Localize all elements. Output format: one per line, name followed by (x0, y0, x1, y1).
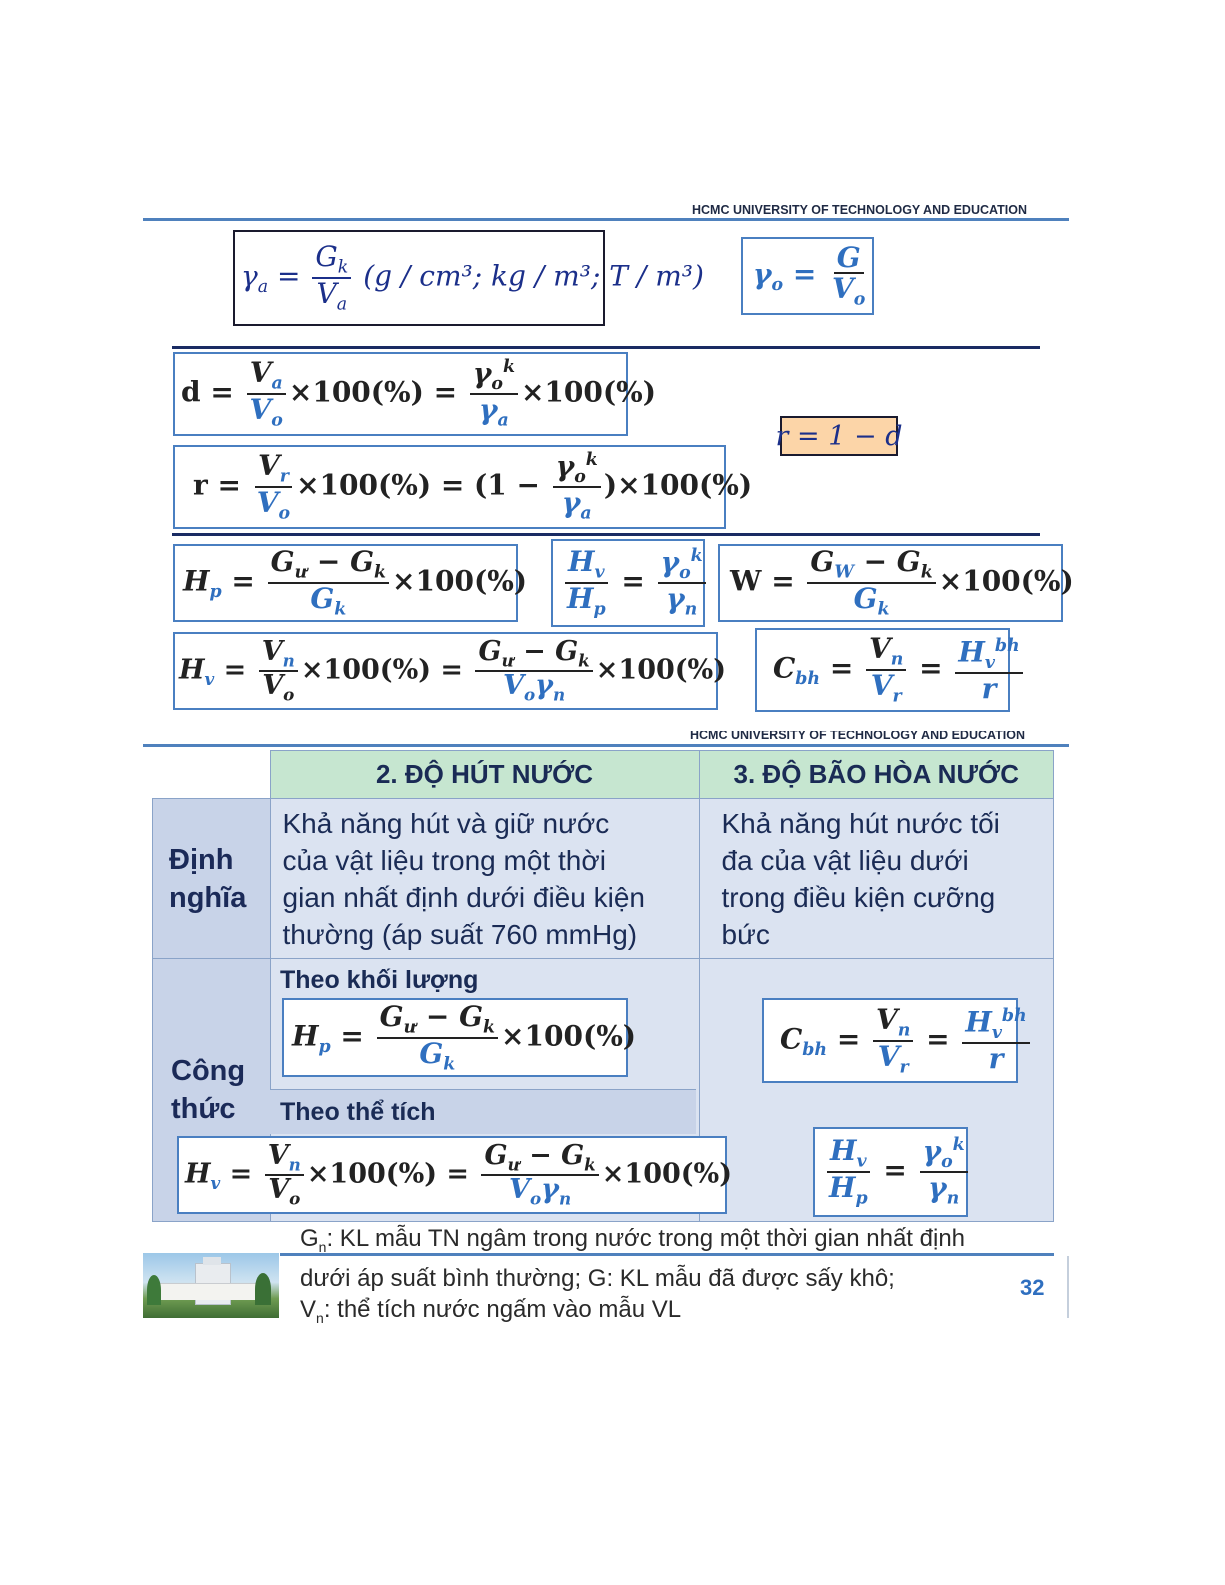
symbol: C (773, 651, 796, 685)
symbol: H (292, 1019, 319, 1052)
equals: = (231, 564, 255, 598)
subscript: o (574, 466, 586, 487)
denominator: r (988, 1042, 1004, 1076)
subscript: v (856, 1151, 867, 1172)
numerator: V (257, 449, 280, 483)
numerator: H (568, 545, 595, 579)
numerator: G (315, 240, 338, 274)
row-label-line: Định (169, 843, 234, 876)
numerator: G (810, 545, 835, 579)
numerator: γ (555, 449, 575, 483)
denominator: V (249, 392, 272, 426)
subscript: p (593, 599, 606, 620)
subscript: n (553, 684, 566, 705)
subscript: n (282, 650, 295, 671)
denominator: γ (928, 1171, 947, 1205)
superscript: k (952, 1135, 965, 1156)
equals: = (771, 564, 795, 598)
denominator: V (870, 669, 893, 702)
denominator: γ (666, 582, 685, 616)
denominator: V (509, 1174, 530, 1205)
footnote-line: dưới áp suất bình thường; G: KL mẫu đã được sấy khô; (300, 1264, 895, 1292)
numerator: G (478, 636, 502, 668)
subscript: v (984, 652, 995, 673)
subscript: p (209, 582, 222, 603)
expression: ×100(%) = (1 − (296, 468, 540, 502)
subscript: v (991, 1023, 1002, 1044)
equals: = (446, 1158, 470, 1190)
equals: = (229, 1158, 253, 1190)
subscript: k (584, 1154, 596, 1175)
subscript: v (204, 668, 215, 689)
definition-absorption (270, 799, 699, 959)
text-line: Khả năng hút nước tối (721, 808, 1000, 839)
page-number: 32 (1020, 1275, 1045, 1300)
percent: ×100(%) (520, 375, 656, 409)
subscript: a (580, 503, 592, 524)
units: (g / cm³; kg / m³; T / m³) (363, 259, 704, 293)
equals: = (829, 651, 854, 685)
equals: = (440, 654, 464, 686)
text-line: Khả năng hút và giữ nước (282, 808, 610, 839)
subscript: o (491, 373, 503, 394)
subscript: ư (294, 562, 308, 583)
empty-corner (153, 751, 271, 799)
label-by-mass: Theo khối lượng (280, 966, 479, 994)
minus-term: − G (513, 636, 579, 668)
denominator: V (268, 1174, 290, 1205)
formula-d (173, 352, 656, 436)
percent: ×100(%) (306, 1158, 438, 1190)
formula-hv-volume (177, 1136, 732, 1214)
subscript: r (892, 686, 902, 707)
subscript: ư (507, 1154, 520, 1175)
numerator: γ (472, 356, 492, 390)
text-line: trong điều kiện cưỡng (721, 882, 996, 913)
subscript: n (897, 1020, 911, 1041)
equals: = (926, 1022, 950, 1055)
numerator: V (267, 1140, 289, 1172)
equals: = (919, 651, 943, 685)
subscript: n (684, 599, 698, 620)
numerator: G (834, 243, 864, 274)
subscript: o (941, 1151, 953, 1172)
row-label-line: Công (171, 1055, 246, 1087)
denominator: γ (535, 670, 553, 701)
equals: = (277, 259, 301, 293)
percent: ×100(%) (601, 1158, 732, 1190)
percent: ×100(%) (501, 1019, 637, 1052)
denominator: V (503, 670, 524, 701)
text-line: đa của vật liệu dưới (721, 845, 969, 876)
subscript: v (594, 562, 605, 583)
row-header-definition (153, 799, 271, 959)
subscript: ư (501, 650, 514, 671)
subscript: k (877, 599, 890, 620)
subscript: k (374, 562, 387, 583)
symbol: H (179, 654, 205, 686)
equals: = (217, 468, 241, 502)
subscript: o (853, 289, 866, 310)
equals: = (433, 375, 458, 409)
denominator: V (256, 485, 279, 519)
formula-cbh (755, 628, 1020, 712)
percent: ×100(%) (392, 564, 528, 598)
numerator: G (484, 1140, 508, 1172)
superscript: bh (1001, 1006, 1027, 1027)
university-header: HCMC UNIVERSITY OF TECHNOLOGY AND EDUCATION (692, 203, 1027, 217)
denominator: V (877, 1039, 900, 1073)
footnote-line: $G_n$: KL mẫu TN ngâm trong nước trong một thời gian nhất định (300, 1225, 966, 1255)
subscript: k (483, 1017, 496, 1038)
subscript: k (443, 1054, 456, 1075)
subscript: o (271, 410, 283, 431)
subscript: a (336, 294, 348, 315)
subscript: k (920, 562, 933, 583)
col-header-water-saturation: 3. ĐỘ BÃO HÒA NƯỚC (699, 751, 1054, 799)
minus-term: − G (853, 545, 921, 579)
subscript: o (524, 684, 536, 705)
subscript: o (289, 1188, 301, 1209)
text-line: thường (áp suất 760 mmHg) (282, 919, 638, 950)
subscript: k (334, 599, 347, 620)
numerator: V (869, 632, 891, 666)
subscript: W (834, 562, 854, 583)
text-line: của vật liệu trong một thời (282, 845, 606, 876)
right-edge-line (1067, 1256, 1069, 1318)
minus-term: − G (307, 545, 374, 579)
subscript: o (771, 275, 784, 296)
formula-cbh-saturation (762, 998, 1027, 1083)
subscript: bh (802, 1039, 828, 1060)
equals: = (223, 654, 247, 686)
denominator: H (567, 581, 594, 615)
denominator: G (853, 582, 878, 615)
superscript: k (690, 546, 703, 567)
footnote-line: $V_n$: thể tích nước ngấm vào mẫu VL (300, 1295, 682, 1326)
subscript: bh (795, 669, 821, 690)
denominator: γ (479, 393, 498, 427)
formula-r-short (775, 416, 903, 456)
subscript: r (279, 466, 289, 487)
formula-hp (173, 544, 528, 622)
symbol: γ (241, 259, 258, 293)
formula-ratio-saturation (813, 1127, 968, 1217)
subscript: v (210, 1172, 221, 1193)
symbol: H (183, 564, 210, 598)
divider-line (172, 533, 1040, 536)
row-label-line: nghĩa (169, 881, 247, 914)
denominator: V (832, 272, 854, 306)
numerator: H (958, 635, 985, 669)
numerator: H (830, 1134, 857, 1168)
formula-ratio (551, 539, 705, 627)
denominator: H (829, 1170, 856, 1204)
header-rule (143, 218, 1069, 221)
numerator: V (876, 1002, 898, 1036)
subscript: n (559, 1188, 572, 1209)
subscript: k (337, 257, 349, 278)
equals: = (621, 564, 645, 598)
minus-term: − G (416, 999, 483, 1033)
row-label-line: thức (171, 1093, 236, 1125)
numerator: V (249, 356, 272, 390)
denominator: γ (561, 486, 581, 520)
equals: = (792, 257, 817, 291)
equals: = (210, 375, 234, 409)
definition-saturation (699, 799, 1054, 959)
text-line: gian nhất định dưới điều kiện (282, 882, 645, 913)
col-header-water-absorption: 2. ĐỘ HÚT NƯỚC (270, 751, 699, 799)
formula-hp-mass (282, 998, 637, 1077)
campus-building-image (143, 1253, 279, 1318)
minus-term: − G (519, 1140, 585, 1172)
subscript: a (271, 373, 283, 394)
superscript: k (585, 450, 598, 471)
label-by-volume: Theo thể tích (280, 1098, 436, 1126)
numerator: H (965, 1005, 992, 1039)
equals: = (340, 1019, 364, 1052)
superscript: bh (994, 635, 1020, 656)
percent: ×100(%) (938, 564, 1074, 598)
symbol: γ (753, 257, 772, 291)
subscript: k (578, 650, 590, 671)
subscript: a (257, 277, 269, 298)
formula-text: r = 1 − d (775, 420, 903, 452)
percent: ×100(%) (288, 375, 424, 409)
header-rule (143, 744, 1069, 747)
subscript: p (855, 1188, 868, 1209)
subscript: o (278, 503, 291, 524)
symbol: H (185, 1158, 211, 1190)
denominator: G (310, 582, 335, 615)
superscript: k (502, 357, 515, 378)
formula-hv (173, 632, 726, 710)
subscript: o (530, 1188, 542, 1209)
numerator: V (261, 636, 283, 668)
formula-w (718, 544, 1074, 622)
numerator: γ (660, 545, 680, 579)
denominator: γ (541, 1174, 559, 1205)
footnotes (300, 1223, 1040, 1334)
subscript: p (318, 1036, 331, 1057)
percent: ×100(%) (300, 654, 432, 686)
divider-line (172, 346, 1040, 349)
equals: = (836, 1022, 861, 1055)
formula-gamma-o (741, 237, 874, 315)
percent: ×100(%) (595, 654, 726, 686)
subscript: r (899, 1057, 909, 1078)
university-header-cut: HCMC UNIVERSITY OF TECHNOLOGY AND EDUCATION (690, 731, 1025, 742)
denominator: V (316, 277, 337, 310)
text-line: bức (721, 919, 770, 950)
numerator: γ (922, 1134, 942, 1168)
symbol: C (780, 1022, 803, 1055)
numerator: G (379, 999, 404, 1033)
formula-gamma-a (233, 230, 704, 326)
symbol: W (730, 564, 762, 598)
subscript: n (890, 649, 904, 670)
subscript: ư (403, 1017, 417, 1038)
subscript: a (497, 410, 509, 431)
denominator: G (419, 1036, 444, 1070)
denominator: V (262, 670, 284, 701)
subscript: o (283, 684, 295, 705)
subscript: n (288, 1154, 301, 1175)
subscript: n (946, 1188, 960, 1209)
expression: )×100(%) (603, 468, 753, 502)
numerator: G (270, 545, 295, 579)
equals: = (883, 1153, 907, 1187)
denominator: r (981, 671, 997, 705)
subscript: o (679, 562, 691, 583)
symbol: d (181, 375, 201, 409)
formula-r (173, 445, 753, 529)
symbol: r (193, 468, 208, 502)
